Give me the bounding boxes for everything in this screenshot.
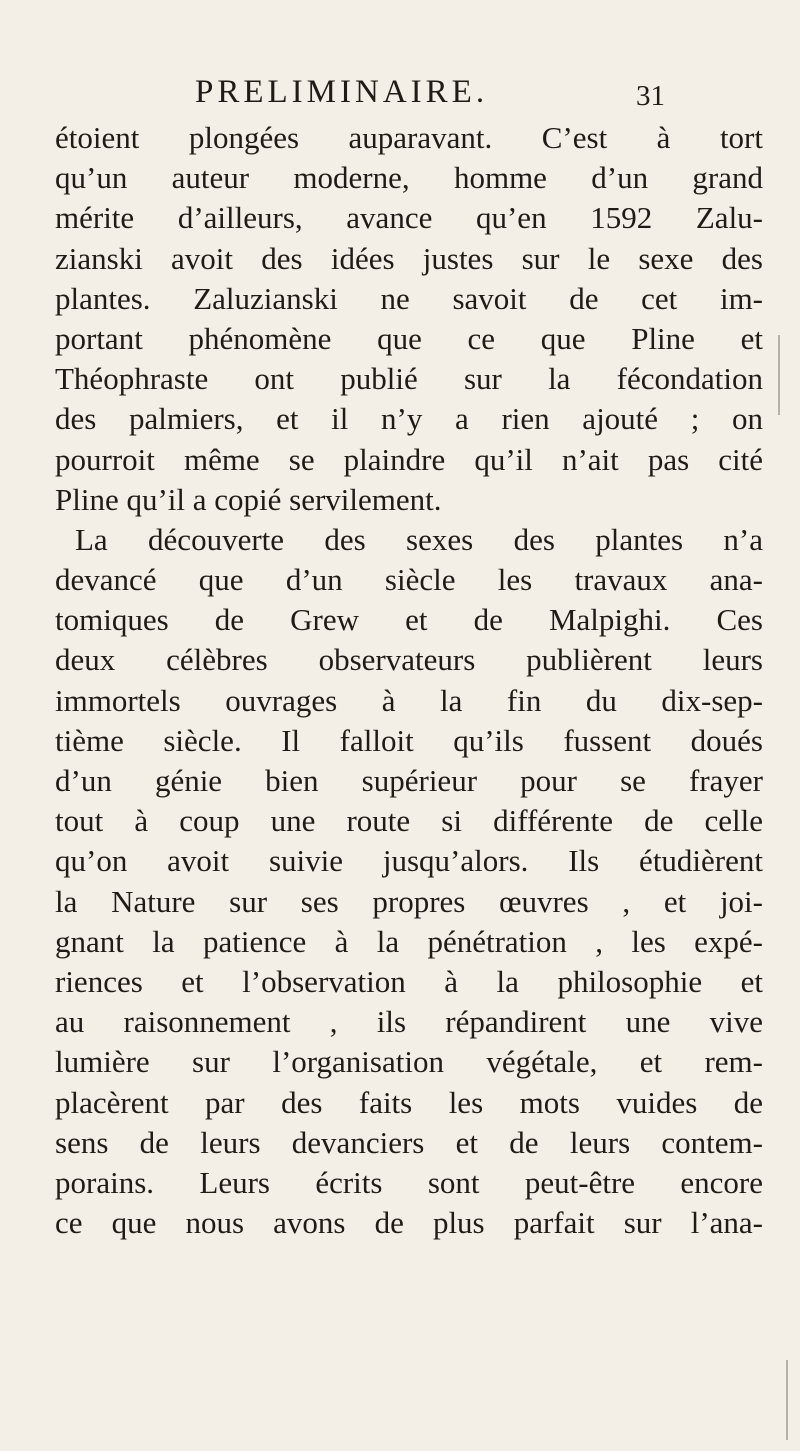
text-line: des palmiers, et il n’y a rien ajouté ; on [55, 401, 763, 437]
text-line: portant phénomène que ce que Pline et [55, 320, 763, 356]
text-line: sens de leurs devanciers et de leurs contem- [55, 1124, 763, 1160]
text-line: étoient plongées auparavant. C’est à tort [55, 120, 763, 155]
text-line: porains. Leurs écrits sont peut-être encore [55, 1164, 763, 1200]
text-line: qu’on avoit suivie jusqu’alors. Ils étudièrent [55, 843, 763, 879]
text-line: deux célèbres observateurs publièrent leurs [55, 642, 763, 678]
body-text [55, 118, 763, 1243]
text-line: ce que nous avons de plus parfait sur l’ana- [55, 1205, 763, 1241]
text-line: riences et l’observation à la philosophie et [55, 963, 763, 999]
running-title: PRELIMINAIRE. [195, 74, 489, 110]
text-line: placèrent par des faits les mots vuides de [55, 1084, 763, 1120]
text-line: zianski avoit des idées justes sur le sexe des [55, 240, 763, 276]
text-line: gnant la patience à la pénétration , les expé- [55, 923, 763, 959]
text-line: plantes. Zaluzianski ne savoit de cet im- [55, 280, 763, 316]
paragraph-start-line: La découverte des sexes des plantes n’a [75, 521, 763, 557]
text-line: qu’un auteur moderne, homme d’un grand [55, 160, 763, 196]
text-line: d’un génie bien supérieur pour se frayer [55, 763, 763, 798]
page-edge-mark [778, 335, 780, 415]
page-number: 31 [636, 80, 665, 112]
text-line: Pline qu’il a copié servilement. [55, 481, 442, 517]
page-header [195, 70, 665, 114]
text-line: au raisonnement , ils répandirent une vive [55, 1004, 763, 1040]
page-edge-mark [786, 1360, 788, 1440]
text-line: Théophraste ont publié sur la fécondation [55, 361, 763, 397]
text-line: tout à coup une route si différente de celle [55, 803, 763, 839]
text-line: mérite d’ailleurs, avance qu’en 1592 Zalu- [55, 200, 763, 236]
text-line: immortels ouvrages à la fin du dix-sep- [55, 682, 763, 718]
text-line: la Nature sur ses propres œuvres , et joi- [55, 883, 763, 919]
text-line: pourroit même se plaindre qu’il n’ait pas cité [55, 441, 763, 477]
text-line: tomiques de Grew et de Malpighi. Ces [55, 602, 763, 638]
text-line: devancé que d’un siècle les travaux ana- [55, 562, 763, 598]
text-line: lumière sur l’organisation végétale, et rem- [55, 1044, 763, 1080]
text-line: tième siècle. Il falloit qu’ils fussent doués [55, 722, 763, 758]
